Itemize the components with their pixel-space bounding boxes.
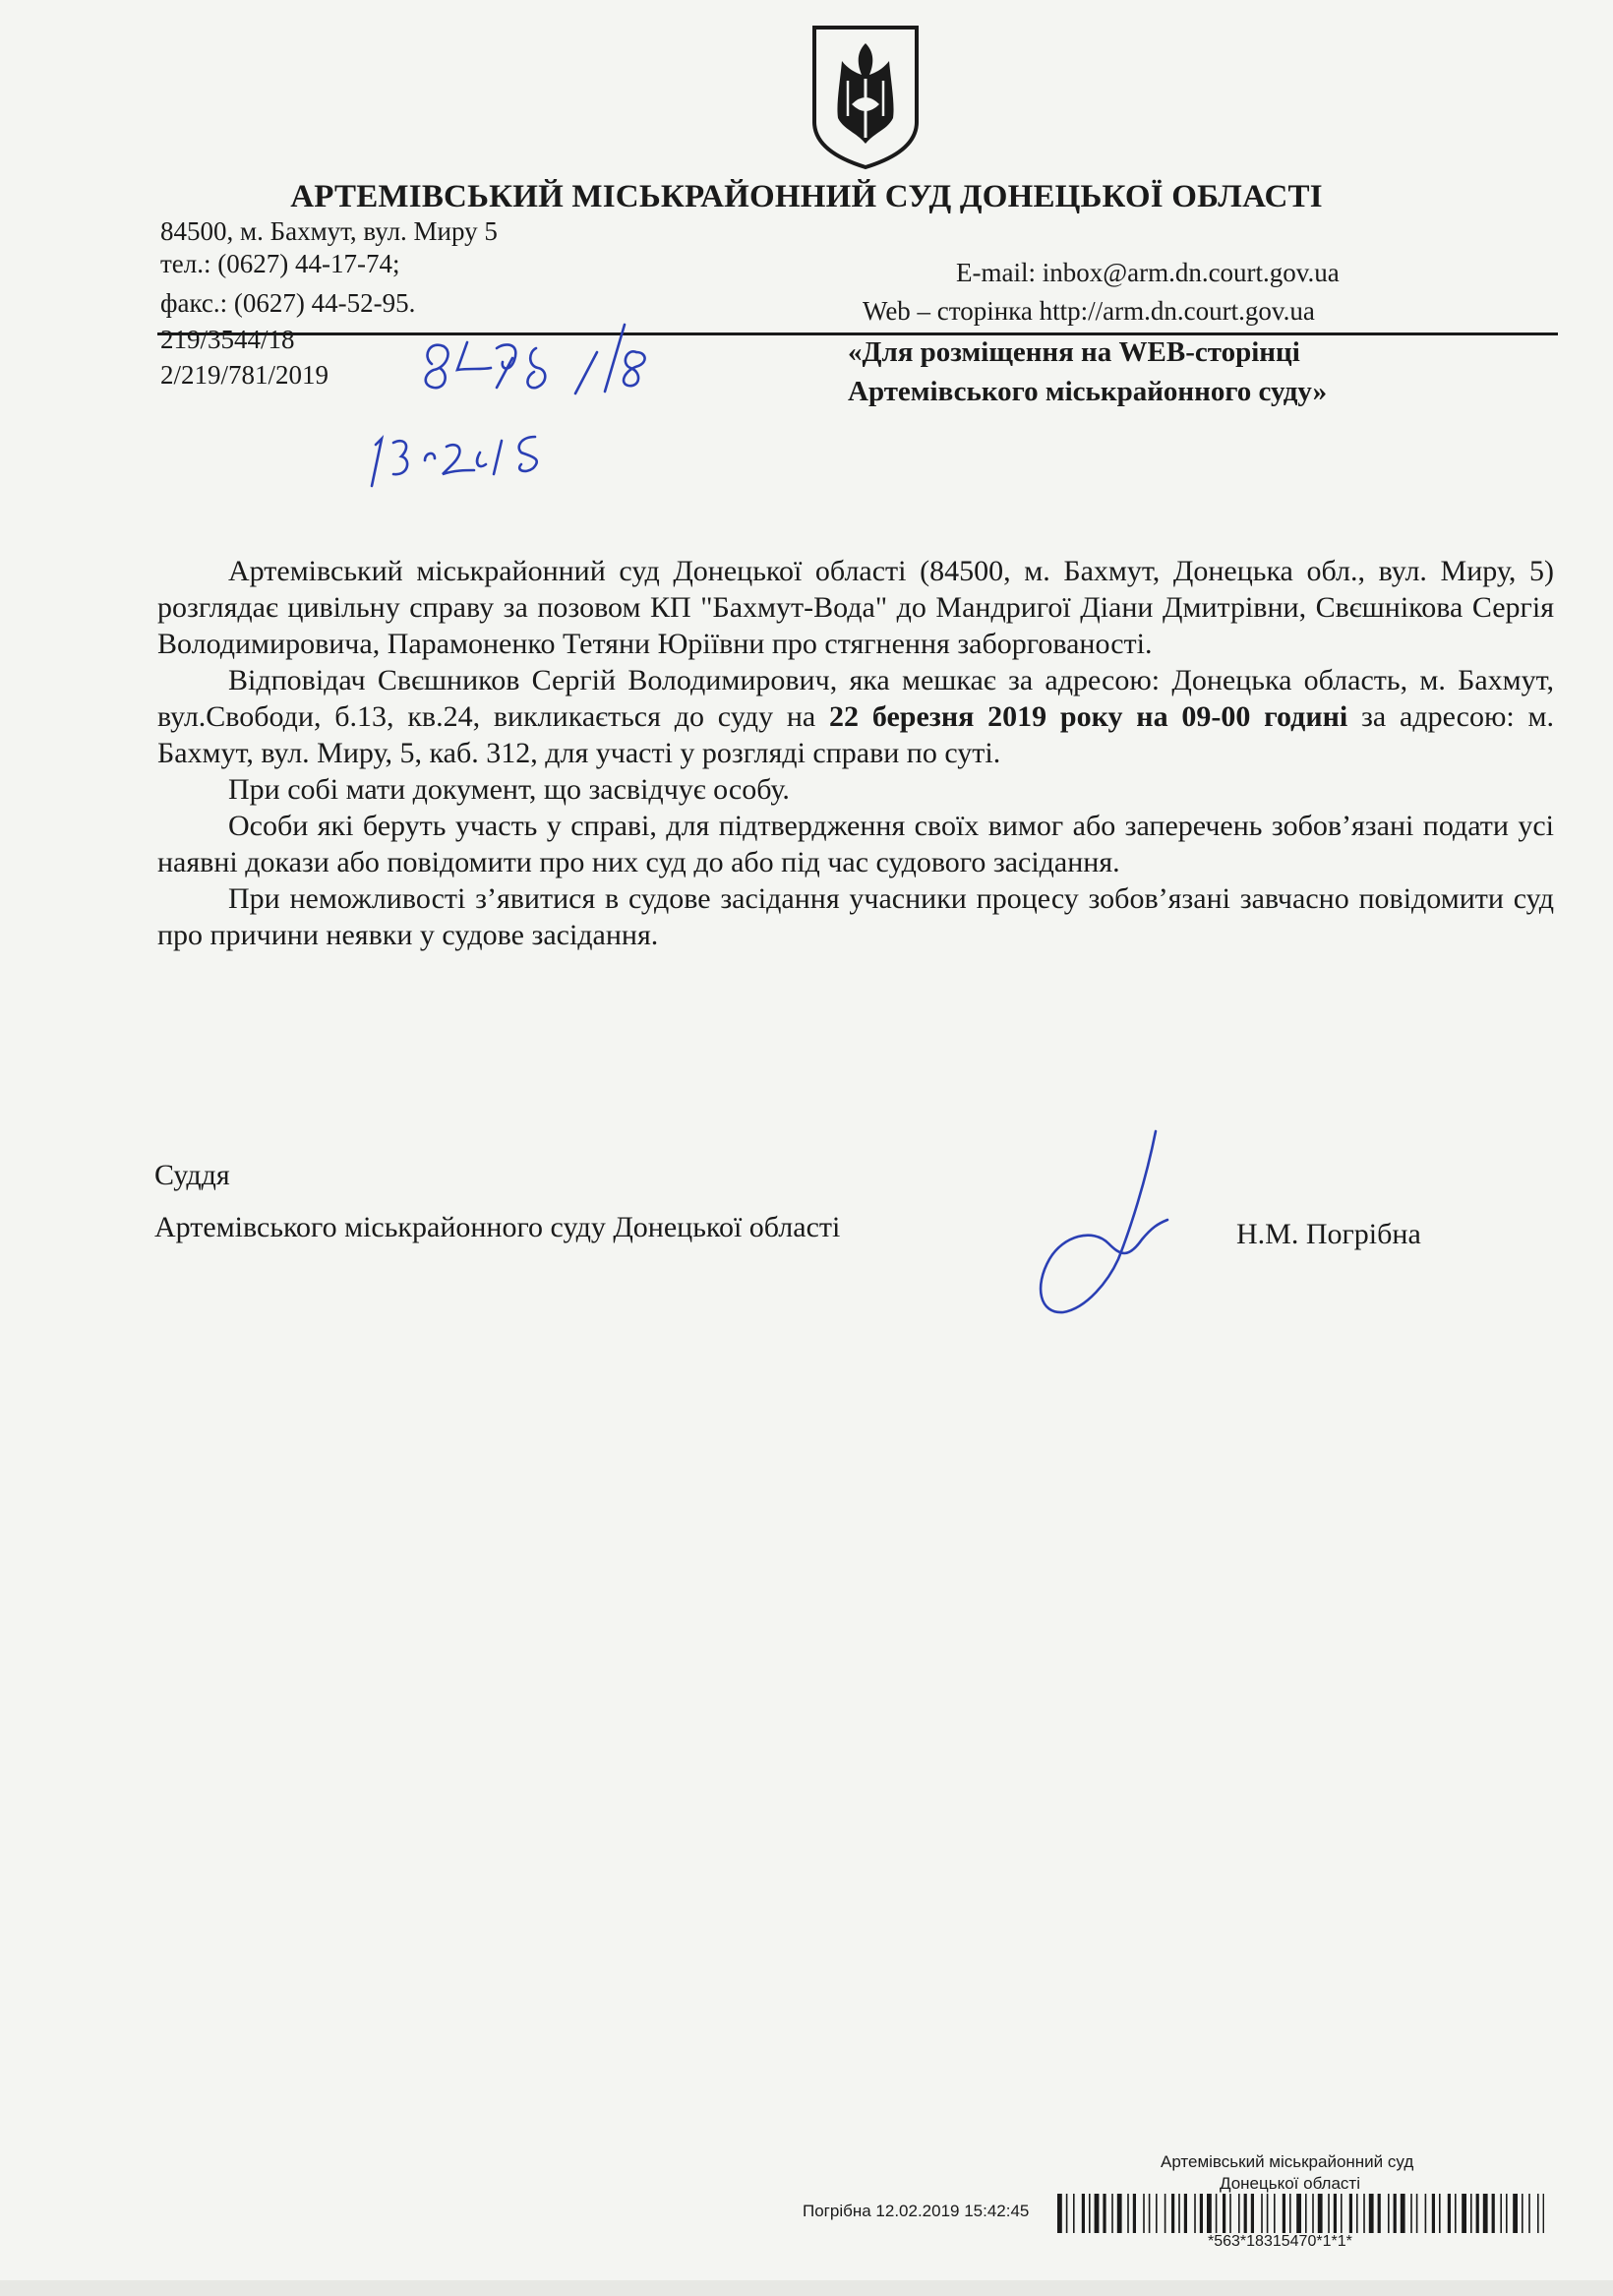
paragraph-summons (157, 662, 1554, 771)
court-address: 84500, м. Бахмут, вул. Миру 5 (160, 216, 498, 246)
court-fax: факс.: (0627) 44-52-95. (160, 288, 416, 318)
summons-address: за адресою: м. Бахмут, вул. Миру, 5, каб. 312, для участі у розгляді справи по суті. (157, 700, 1555, 769)
coat-of-arms-icon (808, 22, 923, 171)
paragraph-id-document: При собі мати документ, що засвідчує особу. (228, 773, 790, 806)
signature-court: Артемівського міськрайонного суду Донецької області (154, 1211, 841, 1243)
hearing-datetime: 22 березня 2019 року на 09-00 годині (829, 700, 1348, 733)
stamp-court-line2: Донецької області (1220, 2174, 1360, 2193)
barcode-number: *563*18315470*1*1* (1208, 2233, 1352, 2250)
notice-body (157, 553, 1554, 953)
barcode (1057, 2194, 1544, 2233)
summons-text: Відповідач Свєшников Сергій Володимирович, яка мешкає за адресою: Донецька область, м. Бахмут, вул.Свободи, б.13, кв.24, викликається до суду на (157, 664, 1554, 733)
registration-stamp: Погрібна 12.02.2019 15:42:45 (803, 2202, 1030, 2220)
court-phone: тел.: (0627) 44-17-74; (160, 249, 400, 278)
court-name: АРТЕМІВСЬКИЙ МІСЬКРАЙОННИЙ СУД ДОНЕЦЬКОЇ ОБЛАСТІ (290, 179, 1323, 214)
paragraph-case: Артемівський міськрайонний суд Донецької області (84500, м. Бахмут, Донецька обл., вул. Миру, 5) розглядає цивільну справу за позовом КП "Бахмут-Вода" до Мандригої Діани Дмитрівни, Свєшнікова Сергія Володимировича, Парамоненко Тетяни Юріївни про стягнення заборгованості. (157, 555, 1554, 660)
header-divider (157, 332, 1558, 335)
proceeding-number: 2/219/781/2019 (160, 360, 329, 390)
court-email: E-mail: inbox@arm.dn.court.gov.ua (956, 258, 1340, 287)
placement-note-line2: Артемівського міськрайонного суду» (848, 376, 1328, 407)
paragraph-evidence: Особи які беруть участь у справі, для підтвердження своїх вимог або заперечень зобов’язані подати усі наявні докази або повідомити про них суд до або під час судового засідання. (157, 810, 1554, 878)
stamp-court-line1: Артемівський міськрайонний суд (1161, 2152, 1414, 2171)
placement-note-line1: «Для розміщення на WEB-сторінці (848, 336, 1300, 368)
judge-signature (998, 1121, 1195, 1318)
handwritten-incoming-number (418, 313, 684, 401)
case-number: 219/3544/18 (160, 325, 295, 354)
scan-edge (0, 2280, 1613, 2296)
signature-title: Суддя (154, 1159, 230, 1191)
handwritten-date (364, 413, 580, 492)
court-website: Web – сторінка http://arm.dn.court.gov.ua (863, 296, 1315, 326)
paragraph-absence: При неможливості з’явитися в судове засідання учасники процесу зобов’язані завчасно повідомити суд про причини неявки у судове засідання. (157, 882, 1554, 951)
judge-name: Н.М. Погрібна (1236, 1218, 1421, 1250)
